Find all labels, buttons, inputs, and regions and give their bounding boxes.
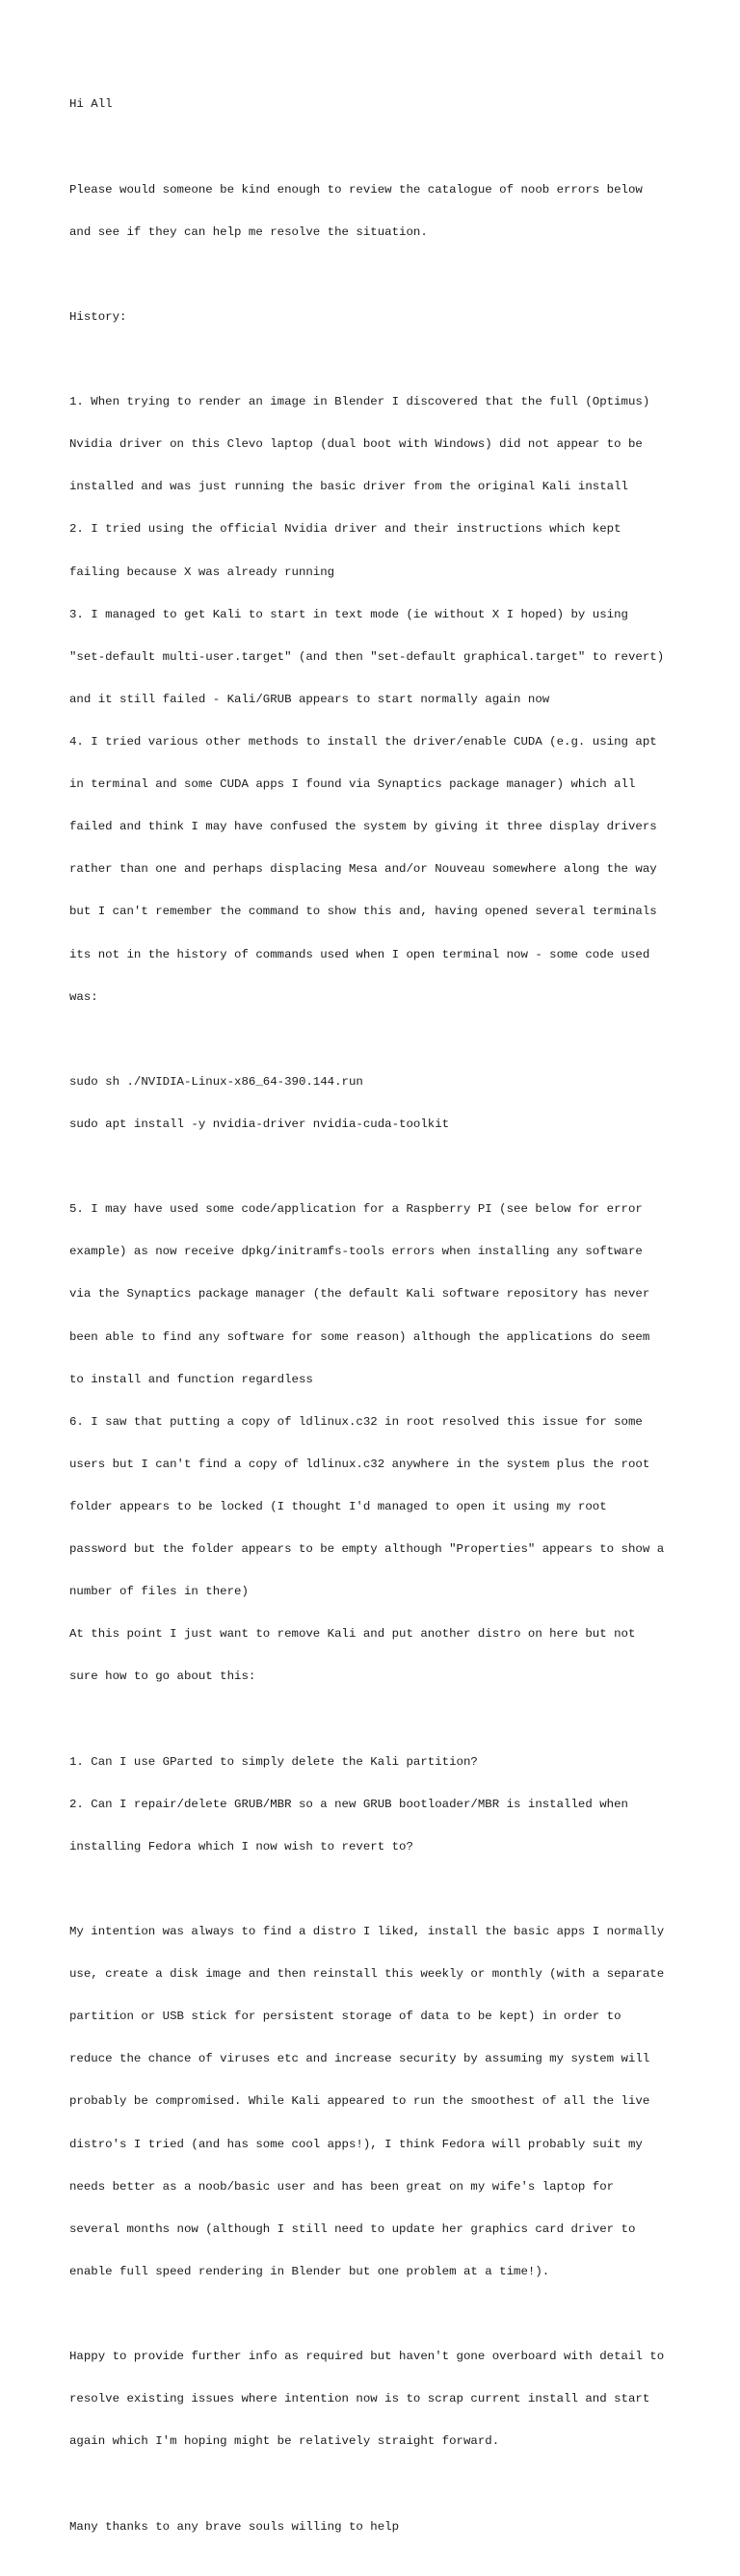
signoff [69, 2491, 705, 2563]
history-heading [69, 282, 705, 354]
text-line: folder appears to be locked (I thought I'd managed to open it using my root [69, 1499, 607, 1513]
text-line: 5. I may have used some code/application for a Raspberry PI (see below for error [69, 1202, 643, 1217]
text-line: but I can't remember the command to show this and, having opened several terminals [69, 905, 657, 919]
greeting [69, 69, 705, 141]
text-line: and it still failed - Kali/GRUB appears to start normally again now [69, 692, 550, 706]
text-line: enable full speed rendering in Blender but one problem at a time!). [69, 2264, 550, 2278]
command-line: sudo apt install -y nvidia-driver nvidia-cuda-toolkit [69, 1117, 450, 1131]
intro-paragraph [69, 154, 705, 268]
text-line: installed and was just running the basic driver from the original Kali install [69, 480, 628, 494]
text-line: failing because X was already running [69, 565, 335, 579]
text-line: Hi All [69, 97, 113, 112]
text-line: 1. Can I use GParted to simply delete the Kali partition? [69, 1754, 478, 1769]
text-line: and see if they can help me resolve the situation. [69, 224, 428, 239]
text-line: needs better as a noob/basic user and has been great on my wife's laptop for [69, 2179, 615, 2194]
intention-paragraph [69, 1897, 705, 2307]
text-line: distro's I tried (and has some cool apps!), I think Fedora will probably suit my [69, 2137, 643, 2151]
command-block [69, 1046, 705, 1160]
text-line: Many thanks to any brave souls willing to help [69, 2519, 400, 2534]
text-line: users but I can't find a copy of ldlinux.c32 anywhere in the system plus the root [69, 1457, 650, 1471]
text-line: again which I'm hoping might be relatively straight forward. [69, 2434, 500, 2449]
document-page [69, 69, 705, 2576]
text-line: installing Fedora which I now wish to revert to? [69, 1839, 413, 1853]
text-line: example) as now receive dpkg/initramfs-tools errors when installing any software [69, 1245, 643, 1259]
text-line: 2. I tried using the official Nvidia driver and their instructions which kept [69, 522, 621, 537]
text-line: 6. I saw that putting a copy of ldlinux.c32 in root resolved this issue for some [69, 1414, 643, 1429]
text-line: reduce the chance of viruses etc and increase security by assuming my system will [69, 2052, 650, 2066]
text-line: several months now (although I still need to update her graphics card driver to [69, 2221, 636, 2236]
text-line: resolve existing issues where intention now is to scrap current install and start [69, 2392, 650, 2406]
text-line: "set-default multi-user.target" (and then "set-default graphical.target" to revert) [69, 649, 665, 664]
text-line: Nvidia driver on this Clevo laptop (dual boot with Windows) did not appear to be [69, 437, 643, 452]
text-line: At this point I just want to remove Kali and put another distro on here but not [69, 1627, 636, 1642]
text-line: My intention was always to find a distro I liked, install the basic apps I normally [69, 1925, 665, 1938]
closing-paragraph [69, 2322, 705, 2478]
text-line: 1. When trying to render an image in Blender I discovered that the full (Optimus) [69, 395, 650, 409]
text-line: in terminal and some CUDA apps I found via Synaptics package manager) which all [69, 777, 636, 792]
text-line: failed and think I may have confused the system by giving it three display drivers [69, 820, 657, 834]
text-line: via the Synaptics package manager (the default Kali software repository has never [69, 1287, 650, 1301]
text-line: been able to find any software for some reason) although the applications do seem [69, 1329, 650, 1344]
text-line: History: [69, 309, 127, 324]
history-list [69, 367, 705, 1033]
text-line: probably be compromised. While Kali appeared to run the smoothest of all the live [69, 2094, 650, 2109]
text-line: 3. I managed to get Kali to start in text mode (ie without X I hoped) by using [69, 607, 628, 621]
text-line: sure how to go about this: [69, 1669, 256, 1684]
text-line: 2. Can I repair/delete GRUB/MBR so a new GRUB bootloader/MBR is installed when [69, 1797, 628, 1811]
text-line: to install and function regardless [69, 1372, 313, 1386]
command-line: sudo sh ./NVIDIA-Linux-x86_64-390.144.run [69, 1074, 363, 1089]
text-line: password but the folder appears to be empty although "Properties" appears to show a [69, 1542, 665, 1557]
text-line: use, create a disk image and then reinstall this weekly or monthly (with a separate [69, 1967, 665, 1982]
text-line: partition or USB stick for persistent storage of data to be kept) in order to [69, 2010, 621, 2024]
more-history-list [69, 1174, 705, 1713]
text-line: Happy to provide further info as required but haven't gone overboard with detail to [69, 2350, 665, 2364]
text-line: rather than one and perhaps displacing Mesa and/or Nouveau somewhere along the way [69, 862, 657, 877]
text-line: Please would someone be kind enough to review the catalogue of noob errors below [69, 182, 643, 197]
text-line: its not in the history of commands used when I open terminal now - some code used [69, 947, 650, 961]
text-line: number of files in there) [69, 1585, 249, 1599]
text-line: 4. I tried various other methods to install the driver/enable CUDA (e.g. using apt [69, 735, 657, 749]
questions-list [69, 1726, 705, 1882]
text-line: was: [69, 989, 98, 1004]
